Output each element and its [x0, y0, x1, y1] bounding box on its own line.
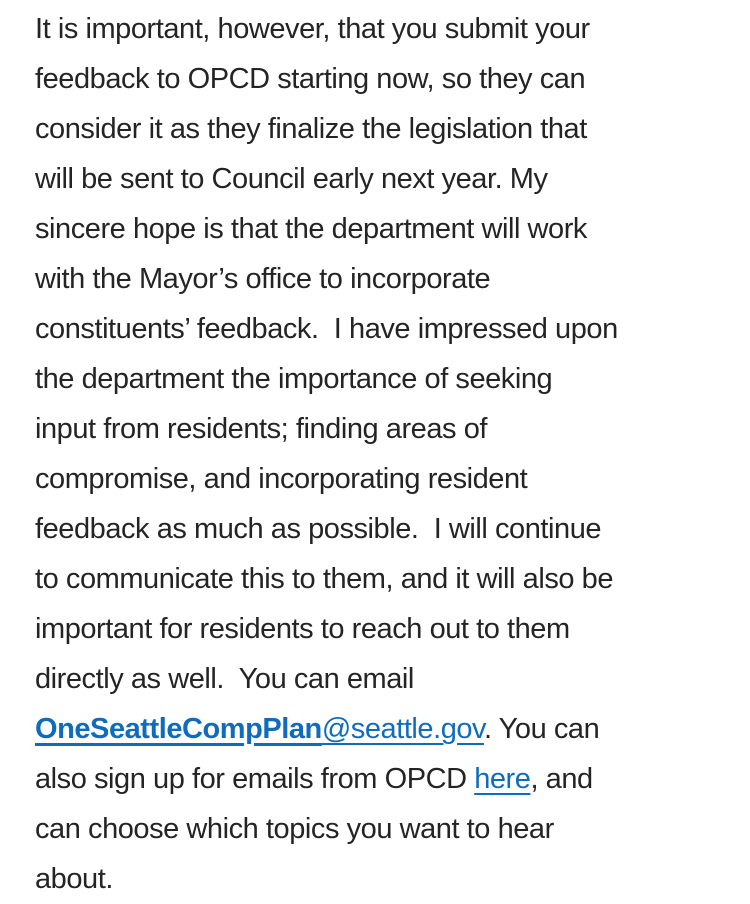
email-link-domain-part[interactable]: @seattle.gov [321, 713, 484, 745]
text-line [35, 754, 716, 804]
body-text: the department the importance of seeking [35, 363, 553, 395]
body-text: sincere hope is that the department will work [35, 213, 587, 245]
text-line [35, 154, 716, 204]
text-line [35, 54, 716, 104]
text-line [35, 104, 716, 154]
body-text: directly as well. You can email [35, 663, 414, 695]
text-line [35, 504, 716, 554]
text-line [35, 204, 716, 254]
body-text: feedback to OPCD starting now, so they can [35, 63, 586, 95]
body-text: feedback as much as possible. I will continue [35, 513, 602, 545]
body-text: important for residents to reach out to them [35, 613, 570, 645]
body-text: with the Mayor’s office to incorporate [35, 263, 491, 295]
body-text: It is important, however, that you submit your [35, 13, 590, 45]
opcd-signup-here-link[interactable]: here [474, 763, 531, 795]
body-text: about. [35, 863, 113, 895]
body-text: input from residents; finding areas of [35, 413, 487, 445]
body-text: to communicate this to them, and it will also be [35, 563, 614, 595]
text-line [35, 654, 716, 704]
text-line [35, 304, 716, 354]
text-line [35, 554, 716, 604]
body-text: , and [530, 763, 593, 795]
email-link-bold-part[interactable]: OneSeattleCompPlan [35, 713, 322, 745]
text-line [35, 4, 716, 54]
body-text: will be sent to Council early next year. My [35, 163, 548, 195]
text-line [35, 254, 716, 304]
body-text: can choose which topics you want to hear [35, 813, 554, 845]
body-text: compromise, and incorporating resident [35, 463, 528, 495]
text-line [35, 404, 716, 454]
text-line [35, 454, 716, 504]
text-line [35, 704, 716, 754]
text-line [35, 854, 716, 904]
text-line [35, 354, 716, 404]
body-text: . You can [483, 713, 600, 745]
text-line [35, 804, 716, 854]
body-text: constituents’ feedback. I have impressed upon [35, 313, 618, 345]
body-text: also sign up for emails from OPCD [35, 763, 475, 795]
body-text: consider it as they finalize the legislation that [35, 113, 587, 145]
text-line [35, 604, 716, 654]
